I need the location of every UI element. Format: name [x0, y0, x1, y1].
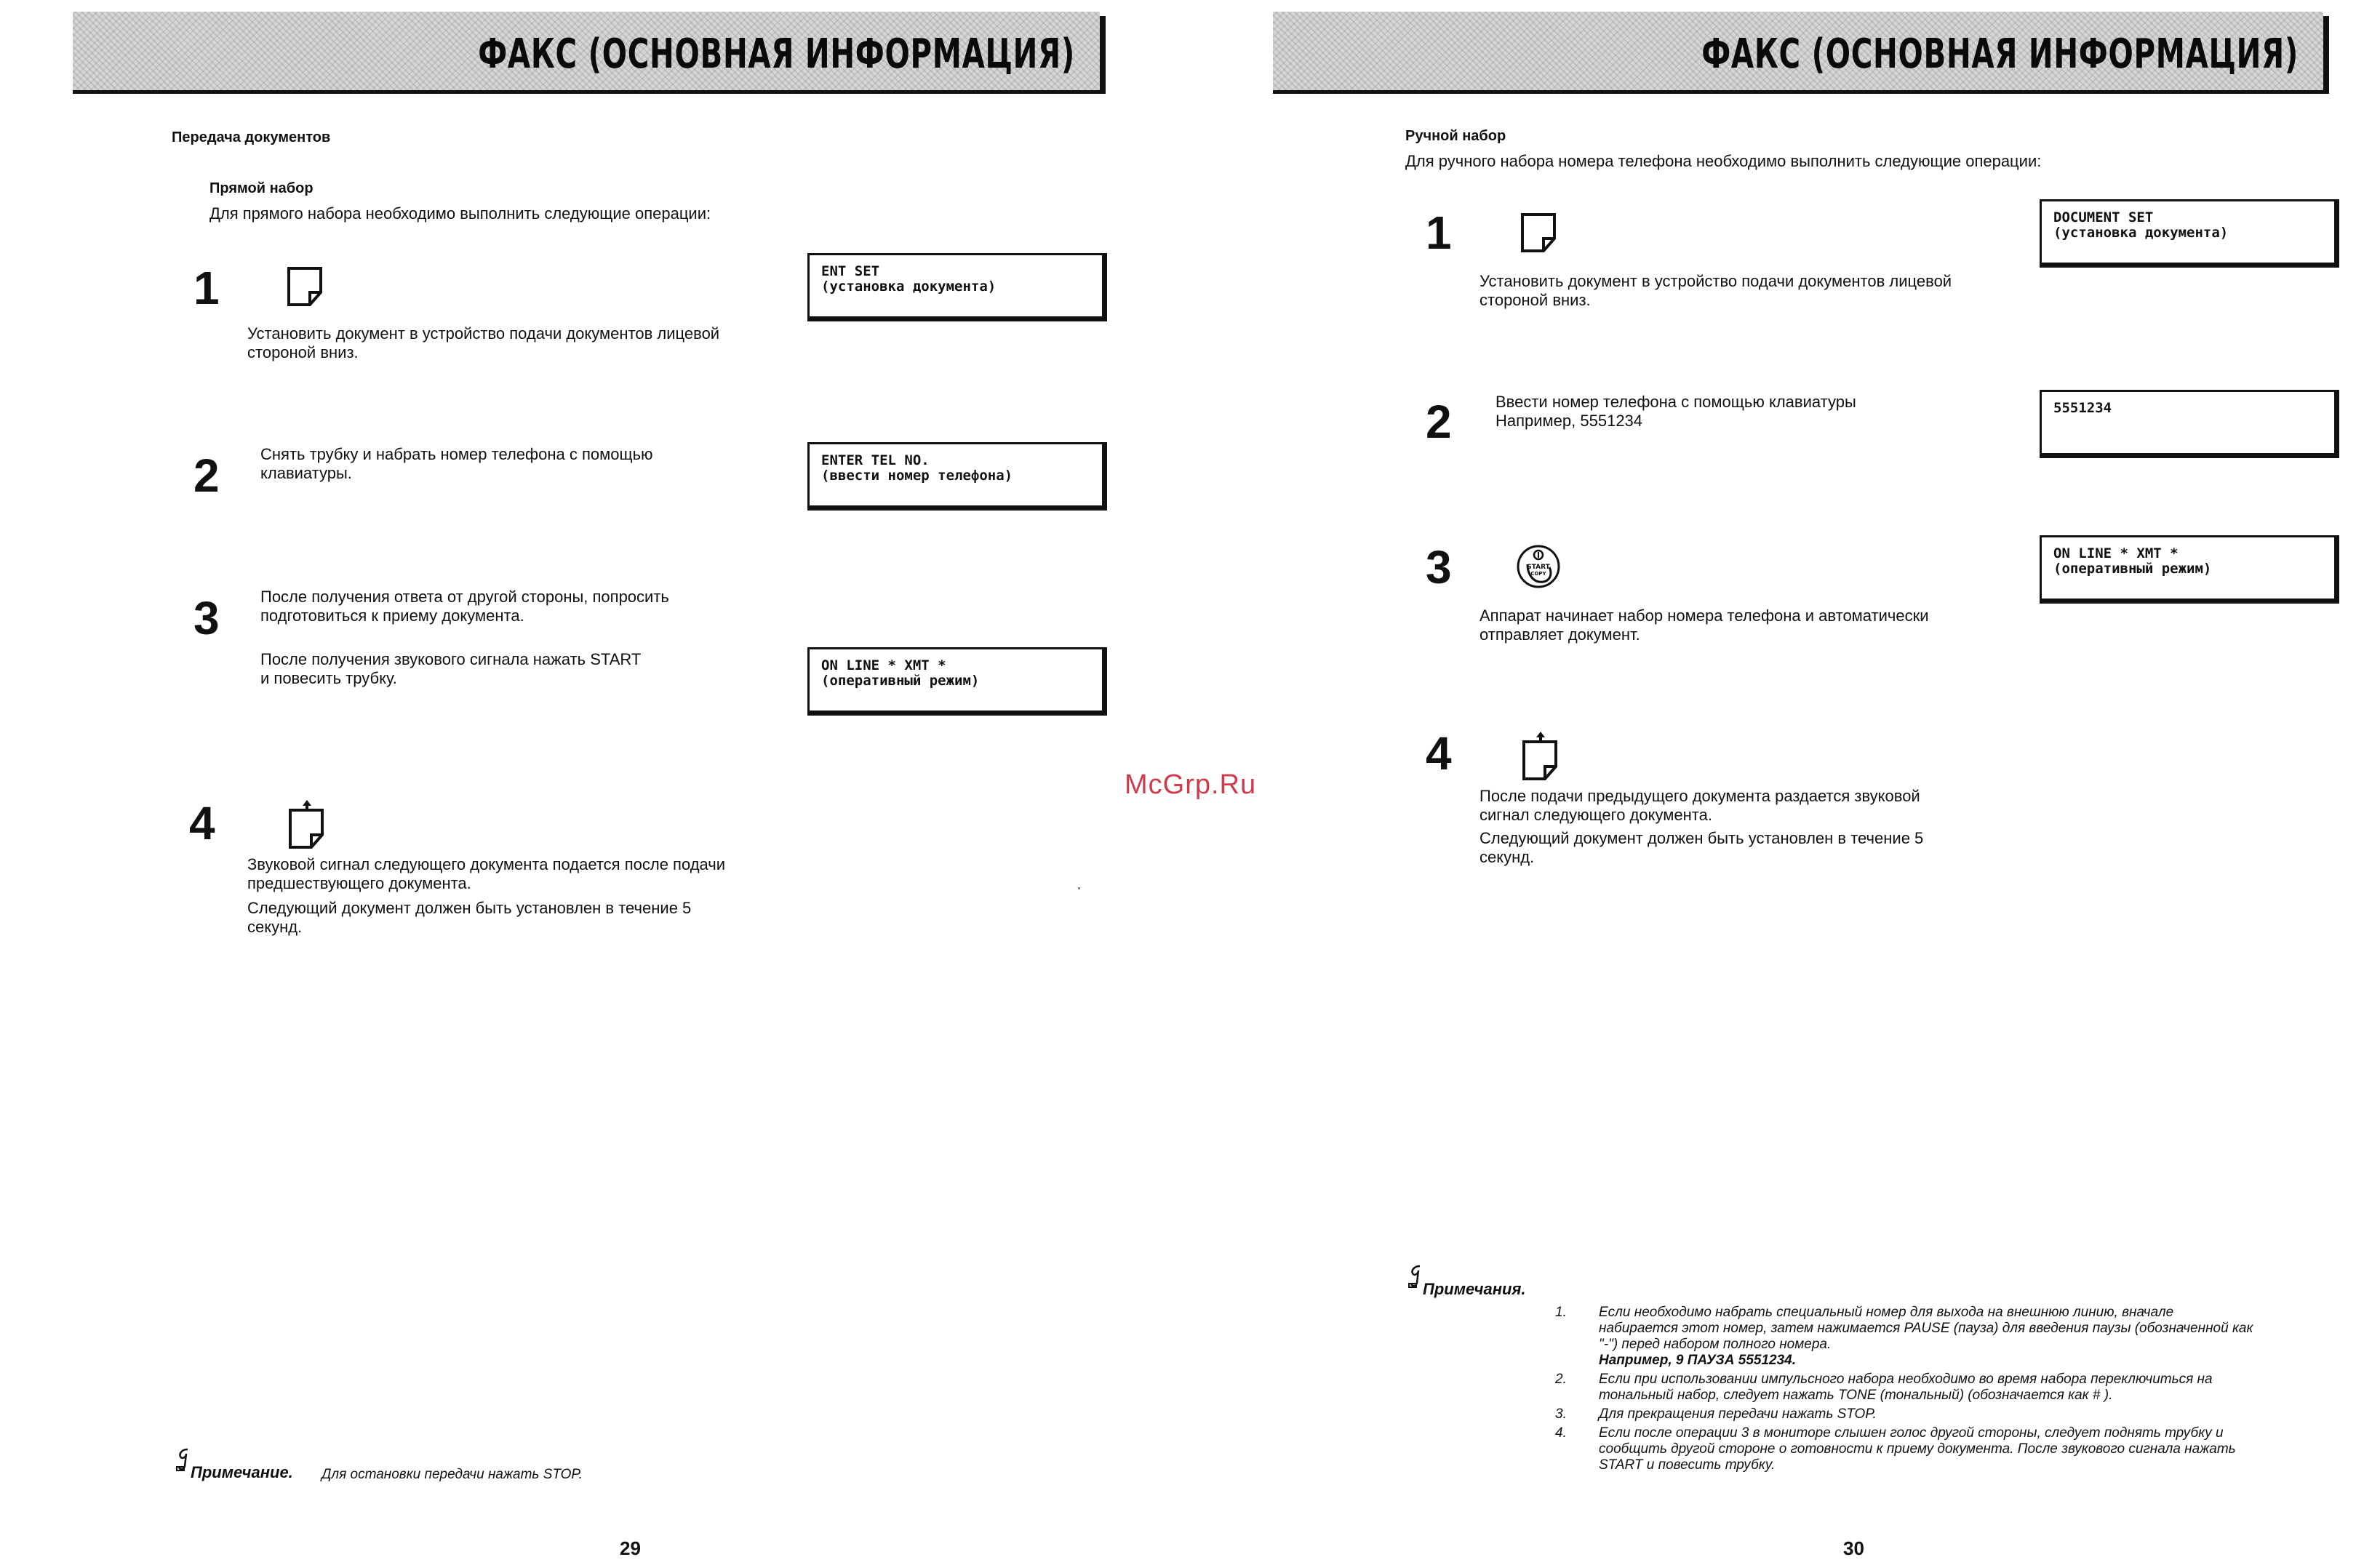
- step-text-line: и повесить трубку.: [260, 669, 397, 687]
- right-page: [1190, 0, 2380, 1565]
- lcd-line: 5551234: [2053, 400, 2112, 416]
- step-text-line: отправляет документ.: [1479, 625, 1640, 644]
- step-description: [260, 588, 669, 625]
- step-number: 2: [1426, 396, 1452, 448]
- header-banner: [1273, 12, 2323, 94]
- lcd-display: [807, 442, 1107, 511]
- step-number: 1: [1426, 207, 1452, 259]
- note-icon: [175, 1447, 192, 1472]
- lcd-display: [2040, 199, 2339, 268]
- step-text-line: Снять трубку и набрать номер телефона с помощью: [260, 445, 653, 463]
- step-number: 1: [193, 262, 220, 314]
- step-text-line: После получения ответа от другой стороны, попросить: [260, 588, 669, 606]
- step-number: 3: [1426, 541, 1452, 593]
- page-number: 29: [620, 1537, 641, 1559]
- note-label: Примечание.: [191, 1463, 293, 1481]
- lcd-display: [807, 253, 1107, 321]
- step-description: [247, 855, 725, 893]
- note-line: набирается этот номер, затем нажимается PAUSE (пауза) для введения паузы (обозначенной как: [1599, 1321, 2253, 1336]
- note-icon: [1407, 1264, 1424, 1289]
- section-title: Передача документов: [172, 129, 331, 145]
- lcd-line: ENT SET: [821, 263, 880, 279]
- note-number: 2.: [1555, 1372, 1567, 1387]
- lcd-line: (ввести номер телефона): [821, 468, 1013, 484]
- watermark: McGrp.Ru: [1125, 769, 1257, 800]
- note-line: Если при использовании импульсного набора необходимо во время набора переключиться на: [1599, 1372, 2213, 1387]
- step-text-line: секунд.: [1479, 848, 1535, 866]
- lcd-display: [2040, 390, 2339, 458]
- step-description: [1479, 607, 1929, 644]
- step-text-line: После получения звукового сигнала нажать START: [260, 650, 642, 668]
- note-line: Для прекращения передачи нажать STOP.: [1599, 1406, 1877, 1422]
- step-description: [1479, 272, 1952, 310]
- step-text-line: Установить документ в устройство подачи документов лицевой: [247, 324, 720, 343]
- note-text: Для остановки передачи нажать STOP.: [322, 1467, 583, 1482]
- step-text-line: Следующий документ должен быть установлен в течение 5: [247, 899, 692, 917]
- section-title: Ручной набор: [1405, 128, 1506, 144]
- step-text-line: сигнал следующего документа.: [1479, 806, 1712, 824]
- step-text-line: секунд.: [247, 918, 303, 936]
- step-text-line: Следующий документ должен быть установлен в течение 5: [1479, 829, 1924, 847]
- lcd-line: (оперативный режим): [821, 673, 980, 689]
- note-item: [1555, 1372, 2355, 1404]
- note-line: "-") перед набором полного номера.: [1599, 1337, 1832, 1352]
- lcd-line: (установка документа): [2053, 225, 2229, 241]
- document-icon: [1519, 211, 1560, 255]
- intro-text: Для прямого набора необходимо выполнить следующие операции:: [209, 204, 711, 223]
- step-text-line: подготовиться к приему документа.: [260, 607, 524, 625]
- intro-text: Для ручного набора номера телефона необходимо выполнить следующие операции:: [1405, 152, 2042, 170]
- step-text-line: клавиатуры.: [260, 464, 352, 482]
- step-text-line: Установить документ в устройство подачи документов лицевой: [1479, 272, 1952, 290]
- step-text-line: Например, 5551234: [1496, 412, 1643, 430]
- step-text-line: Ввести номер телефона с помощью клавиатуры: [1496, 393, 1856, 411]
- note-item: [1555, 1305, 2355, 1369]
- step-text-line: предшествующего документа.: [247, 874, 471, 892]
- notes-label: Примечания.: [1423, 1280, 1526, 1298]
- note-line: Если необходимо набрать специальный номер для выхода на внешнюю линию, вначале: [1599, 1305, 2174, 1320]
- note-number: 1.: [1555, 1305, 1567, 1320]
- lcd-display: [2040, 535, 2339, 604]
- notes-list: [1555, 1305, 2355, 1476]
- note-number: 3.: [1555, 1406, 1567, 1422]
- step-description: [1479, 787, 1920, 825]
- step-extra-description: [1479, 829, 1923, 867]
- lcd-line: (оперативный режим): [2053, 561, 2212, 577]
- step-extra-description: [247, 899, 691, 937]
- banner-title: ФАКС (ОСНОВНАЯ ИНФОРМАЦИЯ): [478, 31, 1075, 78]
- note-line: тональный набор, следует нажать TONE (тональный) (обозначается как # ).: [1599, 1388, 2113, 1403]
- step-description: [260, 445, 653, 483]
- note-line: сообщить другой стороне о готовности к приему документа. После звукового сигнала нажать: [1599, 1441, 2236, 1457]
- note-line: START и повесить трубку.: [1599, 1457, 1776, 1473]
- lcd-line: DOCUMENT SET: [2053, 209, 2154, 225]
- step-number: 3: [193, 592, 220, 644]
- scan-speck: [1078, 887, 1080, 889]
- step-number: 2: [193, 449, 220, 502]
- step-extra-description: [260, 650, 641, 688]
- header-banner: [73, 12, 1100, 94]
- step-text-line: После подачи предыдущего документа раздается звуковой: [1479, 787, 1920, 805]
- step-text-line: Аппарат начинает набор номера телефона и автоматически: [1479, 607, 1929, 625]
- subsection-title: Прямой набор: [209, 180, 314, 196]
- next-document-icon: [287, 798, 327, 851]
- note-item: [1555, 1406, 2355, 1422]
- step-text-line: стороной вниз.: [247, 343, 359, 361]
- lcd-display: [807, 647, 1107, 716]
- note-line: Например, 9 ПАУЗА 5551234.: [1599, 1353, 1797, 1368]
- page-number: 30: [1843, 1537, 1864, 1559]
- step-number: 4: [189, 797, 215, 849]
- banner-title: ФАКС (ОСНОВНАЯ ИНФОРМАЦИЯ): [1701, 31, 2299, 78]
- document-icon: [285, 265, 326, 308]
- lcd-line: ON LINE * XMT *: [2053, 545, 2179, 561]
- lcd-line: ON LINE * XMT *: [821, 657, 946, 673]
- svg-text:START: START: [1527, 564, 1550, 571]
- next-document-icon: [1520, 730, 1561, 782]
- note-number: 4.: [1555, 1425, 1567, 1441]
- step-text-line: стороной вниз.: [1479, 291, 1591, 309]
- lcd-line: ENTER TEL NO.: [821, 452, 930, 468]
- step-description: [247, 324, 719, 362]
- step-number: 4: [1426, 727, 1452, 780]
- step-text-line: Звуковой сигнал следующего документа подается после подачи: [247, 855, 726, 873]
- note-line: Если после операции 3 в мониторе слышен голос другой стороны, следует поднять трубку и: [1599, 1425, 2224, 1441]
- step-description: [1496, 393, 1856, 431]
- start-button-icon: [1514, 543, 1562, 591]
- lcd-line: (установка документа): [821, 279, 997, 295]
- note-item: [1555, 1425, 2355, 1473]
- svg-text:COPY: COPY: [1530, 571, 1546, 577]
